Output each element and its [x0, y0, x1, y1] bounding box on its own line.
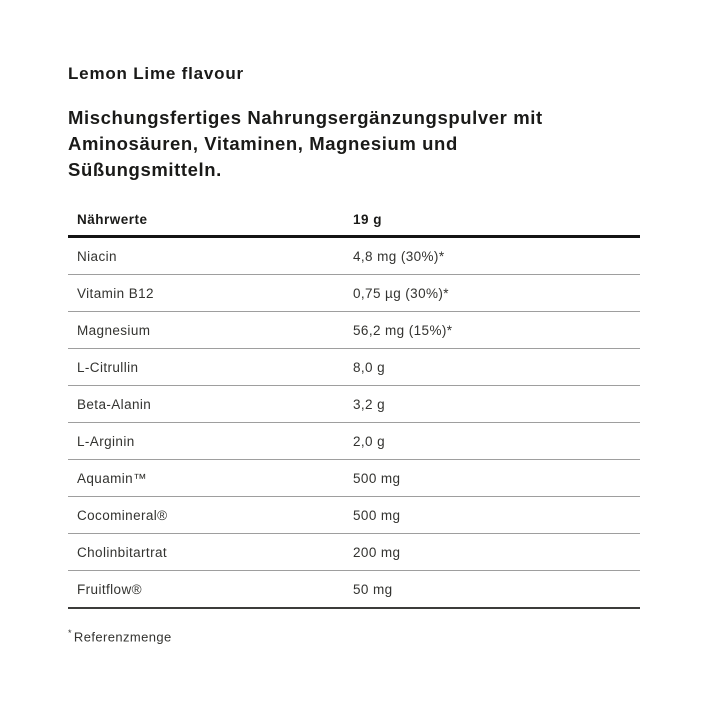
- nutrient-name: Vitamin B12: [77, 285, 154, 301]
- nutrient-name: Cholinbitartrat: [77, 544, 168, 560]
- nutrient-value: 4,8 mg (30%)*: [353, 248, 445, 264]
- nutrient-name: Cocomineral®: [77, 507, 168, 523]
- table-row: [68, 312, 640, 349]
- table-row: [68, 534, 640, 571]
- nutrient-name: Magnesium: [77, 322, 151, 338]
- table-row: [68, 571, 640, 609]
- table-row: [68, 497, 640, 534]
- nutrient-name: Fruitflow®: [77, 581, 142, 597]
- description-line: Mischungsfertiges Nahrungsergänzungspulver mit: [68, 107, 543, 128]
- footnote: [68, 628, 640, 644]
- nutrient-value: 2,0 g: [353, 433, 386, 449]
- nutrient-value: 0,75 µg (30%)*: [353, 285, 449, 301]
- nutrient-name: L-Arginin: [77, 433, 135, 449]
- table-row: [68, 386, 640, 423]
- nutrient-value: 200 mg: [353, 544, 401, 560]
- nutrient-value: 3,2 g: [353, 396, 386, 412]
- description-line: Süßungsmitteln.: [68, 159, 222, 180]
- table-row: [68, 238, 640, 275]
- flavor-title: Lemon Lime flavour: [68, 64, 244, 83]
- footnote-text: Referenzmenge: [73, 629, 172, 645]
- nutrition-table-header: [68, 204, 640, 238]
- nutrient-name: L-Citrullin: [77, 359, 139, 375]
- nutrient-value: 500 mg: [353, 470, 401, 486]
- description-line: Aminosäuren, Vitaminen, Magnesium und: [68, 133, 458, 154]
- table-row: [68, 349, 640, 386]
- table-header-label: Nährwerte: [77, 212, 148, 227]
- nutrient-value: 8,0 g: [353, 359, 386, 375]
- table-header-amount: 19 g: [353, 212, 383, 227]
- nutrition-label: [68, 64, 640, 644]
- nutrient-name: Beta-Alanin: [77, 396, 152, 412]
- table-row: [68, 423, 640, 460]
- nutrition-table: [68, 204, 640, 609]
- table-row: [68, 460, 640, 497]
- footnote-marker: *: [68, 628, 72, 638]
- nutrient-name: Niacin: [77, 248, 117, 264]
- nutrient-value: 56,2 mg (15%)*: [353, 322, 453, 338]
- nutrition-table-body: [68, 238, 640, 609]
- nutrient-value: 500 mg: [353, 507, 401, 523]
- nutrient-name: Aquamin™: [77, 470, 147, 486]
- nutrient-value: 50 mg: [353, 581, 393, 597]
- product-description: [68, 105, 640, 183]
- table-row: [68, 275, 640, 312]
